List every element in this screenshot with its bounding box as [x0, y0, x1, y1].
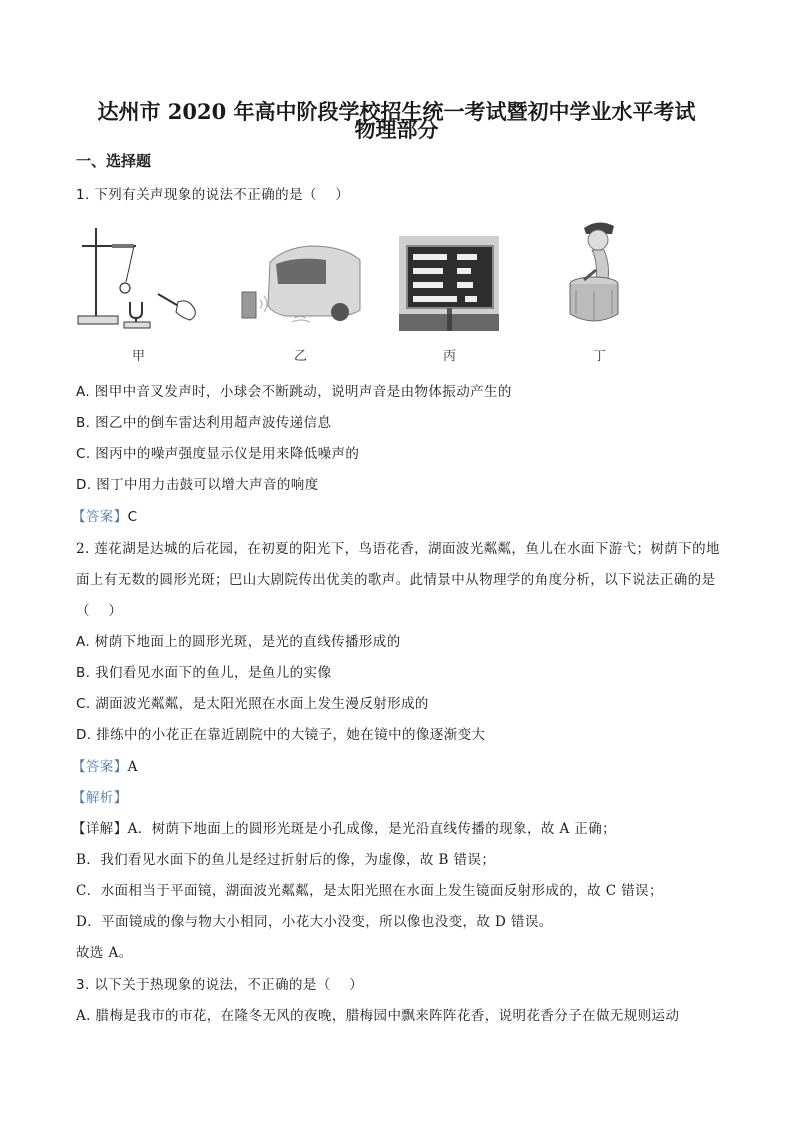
document-subtitle: 物理部分	[354, 117, 439, 142]
option-text: 图乙中的倒车雷达利用超声波传递信息	[95, 415, 332, 431]
option-text: 图丙中的噪声强度显示仪是用来降低噪声的	[95, 446, 360, 462]
detail-label: 【详解】	[72, 821, 128, 837]
option-letter: D.	[76, 727, 92, 743]
q2-option-c	[76, 692, 429, 712]
option-letter: B.	[76, 665, 91, 681]
analysis-label: 【解析】	[72, 790, 128, 806]
option-letter: C.	[76, 696, 91, 712]
option-text: 图甲中音叉发声时，小球会不断跳动，说明声音是由物体振动产生的	[94, 384, 512, 400]
q2-option-a	[76, 630, 401, 650]
drum-beating-figure	[566, 218, 636, 333]
noise-display-board-figure	[399, 236, 499, 331]
q1-option-a	[76, 380, 512, 400]
detail-conclusion: 故选 A。	[76, 945, 133, 961]
detail-text: A．树荫下地面上的圆形光斑是小孔成像，是光沿直线传播的现象，故 A 正确；	[127, 821, 616, 837]
question-text: 以下关于热现象的说法，不正确的是（ ）	[94, 977, 364, 993]
question-text: 莲花湖是达城的后花园，在初夏的阳光下，鸟语花香，湖面波光粼粼，鱼儿在水面下游弋；树荫下的地	[94, 541, 720, 557]
detail-line-1	[72, 817, 616, 837]
option-letter: A.	[76, 634, 91, 650]
detail-line-3: C．水面相当于平面镜，湖面波光粼粼，是太阳光照在水面上发生镜面反射形成的，故 C 错误；	[76, 883, 663, 899]
option-text: 排练中的小花正在靠近剧院中的大镜子，她在镜中的像逐渐变大	[96, 727, 486, 743]
question-number: 3.	[76, 977, 90, 993]
detail-line-4: D．平面镜成的像与物大小相同，小花大小没变，所以像也没变，故 D 错误。	[76, 914, 553, 930]
q1-answer	[72, 505, 137, 525]
q2-answer	[72, 755, 138, 775]
q1-option-b	[76, 411, 331, 431]
option-letter: D.	[76, 477, 92, 493]
q2-option-d	[76, 723, 485, 743]
figure-label-ding: 丁	[593, 349, 607, 364]
option-text: 湖面波光粼粼，是太阳光照在水面上发生漫反射形成的	[95, 696, 429, 712]
answer-label: 【答案】	[72, 509, 128, 525]
q2-option-b	[76, 661, 331, 681]
option-letter: B.	[76, 415, 91, 431]
figure-label-yi: 乙	[294, 349, 308, 364]
option-text: 图丁中用力击鼓可以增大声音的响度	[96, 477, 319, 493]
question-2-stem-line-1	[76, 537, 720, 557]
q3-option-a	[76, 1004, 679, 1024]
question-1-stem	[76, 183, 349, 203]
question-number: 2.	[76, 541, 90, 557]
figure-label-bing: 丙	[443, 349, 457, 364]
question-3-stem	[76, 973, 363, 993]
car-parking-radar-figure	[236, 240, 366, 325]
question-text: 下列有关声现象的说法不正确的是（ ）	[94, 187, 350, 203]
option-letter: C.	[76, 446, 91, 462]
section-heading: 一、选择题	[76, 152, 152, 170]
q1-option-c	[76, 442, 359, 462]
option-text: 我们看见水面下的鱼儿，是鱼儿的实像	[95, 665, 332, 681]
detail-line-2: B．我们看见水面下的鱼儿是经过折射后的像，为虚像，故 B 错误；	[76, 852, 496, 868]
figure-label-jia: 甲	[132, 349, 146, 364]
question-number: 1.	[76, 187, 90, 203]
q1-option-d	[76, 473, 319, 493]
answer-value: A	[127, 759, 138, 775]
answer-value: C	[127, 509, 138, 525]
question-2-stem-line-3: （ ）	[76, 603, 123, 619]
option-text: 腊梅是我市的市花，在隆冬无风的夜晚，腊梅园中飘来阵阵花香，说明花香分子在做无规则运动	[95, 1008, 680, 1024]
answer-label: 【答案】	[72, 759, 128, 775]
option-text: 树荫下地面上的圆形光斑，是光的直线传播形成的	[94, 634, 401, 650]
tuning-fork-pendulum-figure	[74, 224, 204, 334]
option-letter: A.	[76, 1008, 91, 1024]
option-letter: A.	[76, 384, 91, 400]
question-2-stem-line-2: 面上有无数的圆形光斑；巴山大剧院传出优美的歌声。此情景中从物理学的角度分析，以下说法正确的是	[76, 572, 716, 588]
document-title: 达州市 2020 年高中阶段学校招生统一考试暨初中学业水平考试	[97, 99, 696, 124]
